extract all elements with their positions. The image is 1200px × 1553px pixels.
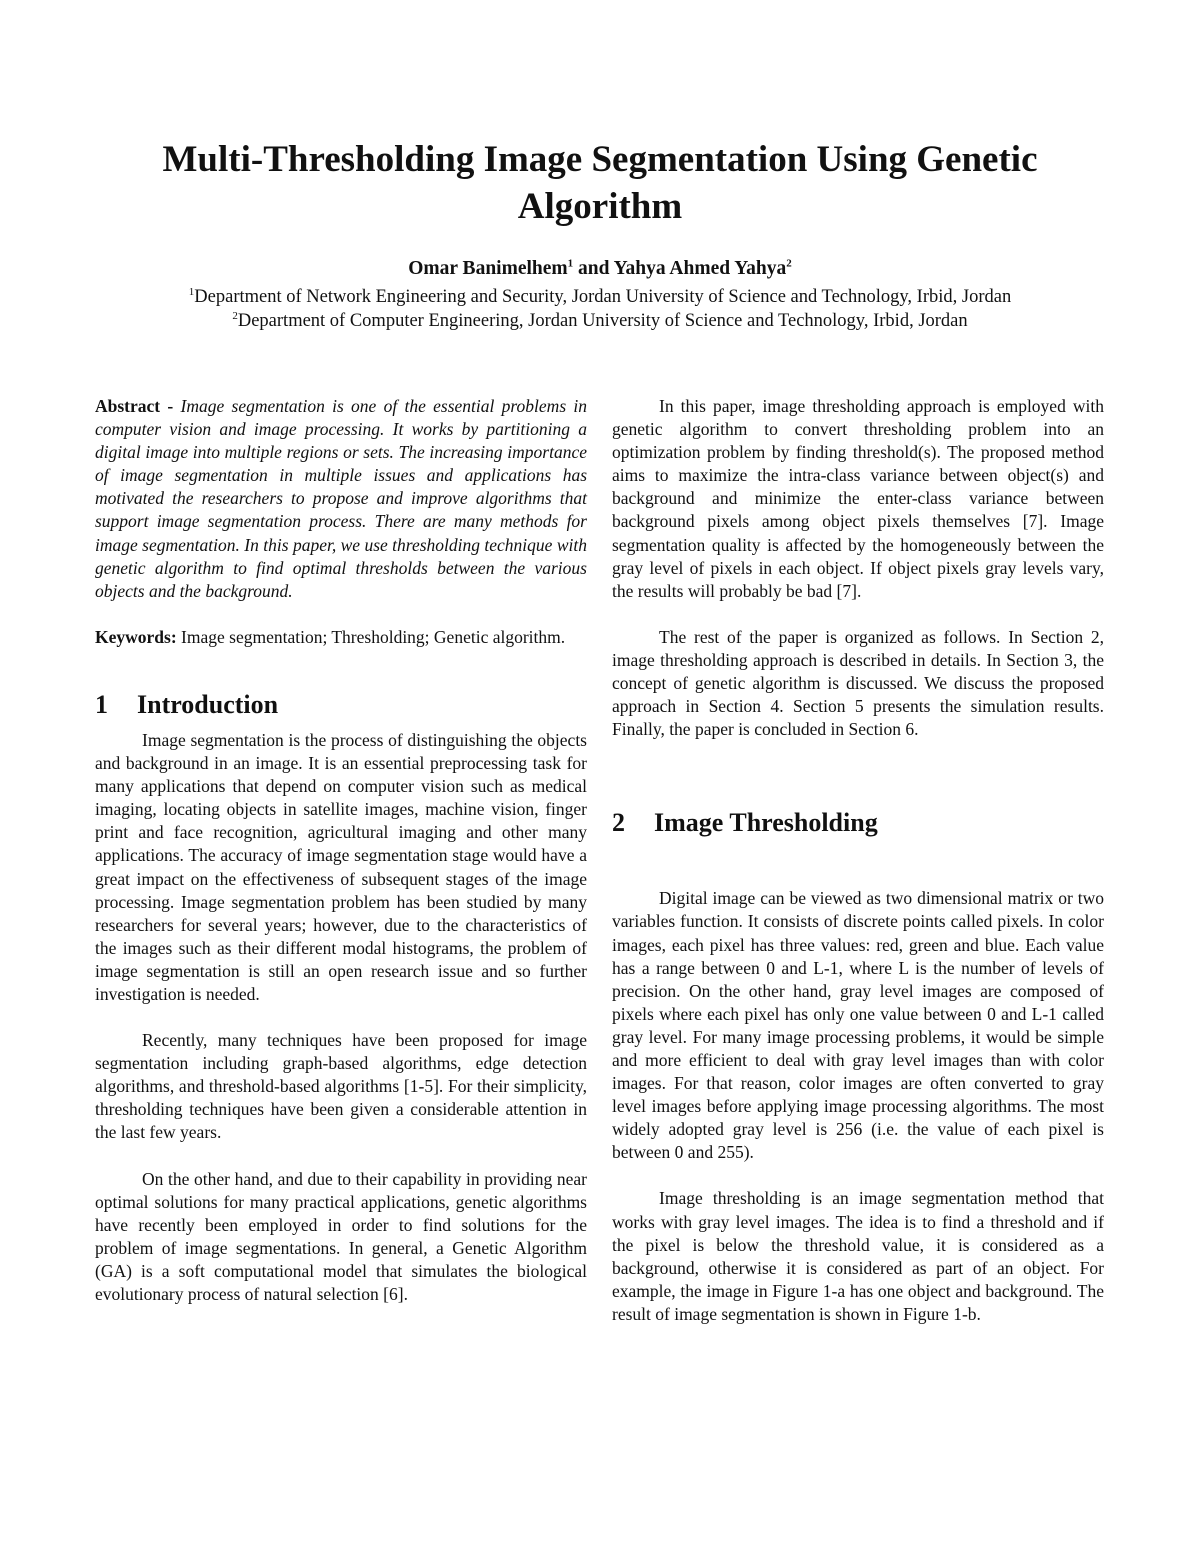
spacer	[95, 603, 587, 626]
spacer	[95, 1145, 587, 1168]
spacer	[612, 839, 1104, 887]
spacer	[95, 1006, 587, 1029]
paragraph: On the other hand, and due to their capability in providing near optimal solutions for many practical applications, genetic algorithms have recently been employed in order to find solutions for the problem of image segmentations. In general, a Genetic Algorithm (GA) is a soft computational model that simulates the biological evolutionary process of natural selection [6].	[95, 1168, 587, 1304]
affiliation-1-text: Department of Network Engineering and Security, Jordan University of Science and Technology, Irbid, Jordan	[194, 287, 1012, 307]
spacer	[612, 1164, 1104, 1187]
section-number: 2	[612, 808, 625, 838]
affiliation-2-text: Department of Computer Engineering, Jordan University of Science and Technology, Irbid, Jordan	[237, 311, 968, 331]
affiliation-2-mark: 2	[232, 309, 238, 322]
paragraph: Image thresholding is an image segmentation method that works with gray level images. The idea is to find a threshold and if the pixel is below the threshold value, it is considered as a background, otherwise it is considered as part of an object. For example, the image in Figure 1-a has one object and background. The result of image segmentation is shown in Figure 1-b.	[612, 1188, 1104, 1324]
abstract-text: Image segmentation is one of the essential problems in computer vision and image processing. It works by partitioning a digital image into multiple regions or sets. The increasing importance of image segmentation in multiple issues and applications has motivated the researchers to propose and improve algorithms that support image segmentation process. There are many methods for image segmentation. In this paper, we use thresholding technique with genetic algorithm to find optimal thresholds between the various objects and the background.	[95, 396, 588, 601]
affiliation-1	[60, 285, 1140, 309]
paragraph: In this paper, image thresholding approach is employed with genetic algorithm to convert thresholding problem into an optimization problem by finding threshold(s). The proposed method aims to maximize the intra-class variance between object(s) and background and minimize the enter-class variance between background pixels among object pixels themselves [7]. Image segmentation quality is affected by the homogeneously between the gray level of pixels in each object. If object pixels gray levels vary, the results will probably be bad [7].	[612, 396, 1104, 601]
abstract-label: Abstract -	[95, 396, 174, 416]
spacer	[612, 603, 1104, 626]
keywords	[95, 626, 587, 649]
paragraph: Recently, many techniques have been proposed for image segmentation including graph-based algorithms, edge detection algorithms, and threshold-based algorithms [1-5]. For their simplicity, thresholding techniques have been given a considerable attention in the last few years.	[95, 1030, 587, 1143]
paragraph: The rest of the paper is organized as follows. In Section 2, image thresholding approach is described in details. In Section 3, the concept of genetic algorithm is discussed. We discuss the proposed approach in Section 4. Section 5 presents the simulation results. Finally, the paper is concluded in Section 6.	[612, 626, 1104, 740]
keywords-text: Image segmentation; Thresholding; Genetic algorithm.	[181, 626, 566, 647]
right-column	[612, 395, 1104, 1326]
section-title: Introduction	[137, 689, 279, 719]
abstract	[95, 395, 587, 603]
author-1-affiliation-mark: 1	[567, 257, 574, 270]
author-2: Yahya Ahmed Yahya	[613, 258, 787, 279]
spacer	[95, 649, 587, 689]
section-heading-introduction	[95, 689, 587, 721]
affiliation-1-mark: 1	[188, 285, 195, 298]
paragraph: Digital image can be viewed as two dimensional matrix or two variables function. It consists of discrete points called pixels. In color images, each pixel has three values: red, green and blue. Each value has a range between 0 and L-1, where L is the number of levels of precision. On the other hand, gray level images are composed of pixels where each pixel has only one value between 0 and L-1 called gray level. For many image processing problems, it would be simple and more efficient to deal with gray level images than with color images. For that reason, color images are often converted to gray level images before applying image processing algorithms. The most widely adopted gray level is 256 (i.e. the value of each pixel is between 0 and 255).	[612, 888, 1104, 1163]
section-title: Image Thresholding	[654, 808, 878, 838]
paper-title: Multi-Thresholding Image Segmentation Using Genetic Algorithm	[162, 139, 1038, 227]
affiliation-2	[60, 309, 1140, 333]
paragraph: Image segmentation is the process of distinguishing the objects and background in an image. It is an essential preprocessing task for many applications that depend on computer vision such as medical imaging, locating objects in satellite images, machine vision, finger print and face recognition, agricultural imaging and other many applications. The accuracy of image segmentation stage would have a great impact on the effectiveness of subsequent stages of the image processing. Image segmentation problem has been studied by many researchers for several years; however, due to the characteristics of the images such as their different modal histograms, the problem of image segmentation is still an open research issue and so further investigation is needed.	[95, 729, 587, 1004]
keywords-label: Keywords:	[95, 626, 177, 647]
section-heading-image-thresholding	[612, 807, 1104, 839]
left-column	[95, 395, 587, 1306]
spacer	[95, 721, 587, 729]
author-2-affiliation-mark: 2	[786, 257, 792, 270]
section-number: 1	[95, 689, 108, 719]
author-1: Omar Banimelhem	[408, 258, 568, 279]
spacer	[612, 741, 1104, 807]
author-line	[100, 257, 1100, 281]
author-conjunction: and	[573, 258, 614, 279]
